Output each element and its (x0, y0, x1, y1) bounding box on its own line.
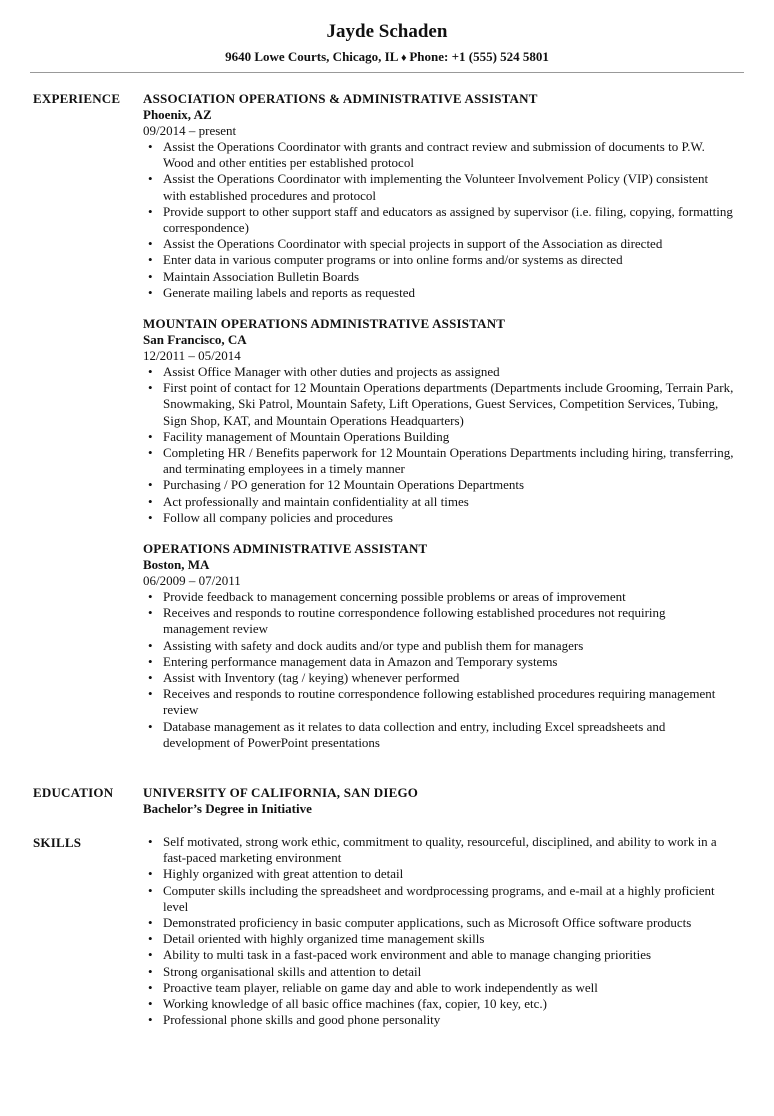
list-item: • Assist the Operations Coordinator with implementing the Volunteer Involvement Policy (VIP) consistent with established procedures and protocol (143, 171, 734, 203)
job-dates: 09/2014 – present (143, 123, 237, 138)
list-item: • Maintain Association Bulletin Boards (143, 269, 734, 285)
degree: Bachelor’s Degree in Initiative (143, 801, 312, 816)
list-item: • Ability to multi task in a fast-paced work environment and able to manage changing priorities (143, 947, 734, 963)
phone: Phone: +1 (555) 524 5801 (409, 49, 549, 64)
list-item: • Receives and responds to routine correspondence following established procedures requiring management review (143, 686, 734, 718)
skills-heading: SKILLS (33, 835, 82, 850)
address: 9640 Lowe Courts, Chicago, IL (225, 49, 398, 64)
resume-header (0, 0, 774, 66)
experience-body (143, 90, 734, 765)
education-heading: EDUCATION (33, 785, 114, 800)
job-entry (143, 540, 734, 751)
list-item: • Strong organisational skills and attention to detail (143, 964, 734, 980)
education-body (143, 784, 734, 817)
list-item: • Working knowledge of all basic office machines (fax, copier, 10 key, etc.) (143, 996, 734, 1012)
job-bullets (143, 139, 734, 301)
diamond-separator-icon: ♦ (400, 52, 410, 64)
list-item: • Purchasing / PO generation for 12 Mountain Operations Departments (143, 477, 734, 493)
job-title: ASSOCIATION OPERATIONS & ADMINISTRATIVE ASSISTANT (143, 91, 538, 106)
list-item: • Database management as it relates to data collection and entry, including Excel spreadsheets and development of PowerPoint presentations (143, 719, 734, 751)
job-location: Phoenix, AZ (143, 107, 212, 122)
list-item: • Receives and responds to routine correspondence following established procedures not requiring management review (143, 605, 734, 637)
skills-body (143, 834, 734, 1028)
job-bullets (143, 364, 734, 526)
job-title: OPERATIONS ADMINISTRATIVE ASSISTANT (143, 541, 428, 557)
list-item: • Follow all company policies and procedures (143, 510, 734, 526)
contact-line (0, 49, 774, 66)
list-item: • Detail oriented with highly organized time management skills (143, 931, 734, 947)
job-bullets (143, 589, 734, 751)
list-item: • Assist the Operations Coordinator with special projects in support of the Association as directed (143, 236, 734, 252)
job-dates: 12/2011 – 05/2014 (143, 348, 241, 364)
list-item: • Self motivated, strong work ethic, commitment to quality, resourceful, disciplined, and ability to work in a fast-paced marketing environment (143, 834, 734, 866)
job-title: MOUNTAIN OPERATIONS ADMINISTRATIVE ASSISTANT (143, 316, 506, 332)
header-divider (30, 72, 744, 73)
list-item: • Demonstrated proficiency in basic computer applications, such as Microsoft Office software products (143, 915, 734, 931)
list-item: • Act professionally and maintain confidentiality at all times (143, 494, 734, 510)
list-item: • Completing HR / Benefits paperwork for 12 Mountain Operations Departments including hiring, transferring, and terminating employees in a timely manner (143, 445, 734, 477)
list-item: • Proactive team player, reliable on game day and able to work independently as well (143, 980, 734, 996)
list-item: • Assist the Operations Coordinator with grants and contract review and submission of documents to P.W. Wood and other entities per established protocol (143, 139, 734, 171)
list-item: • Assisting with safety and dock audits and/or type and publish them for managers (143, 638, 734, 654)
job-entry (143, 90, 734, 301)
job-location: San Francisco, CA (143, 332, 247, 348)
skills-bullets (143, 834, 734, 1028)
list-item: • Highly organized with great attention to detail (143, 866, 734, 882)
list-item: • Facility management of Mountain Operations Building (143, 429, 734, 445)
list-item: • Computer skills including the spreadsheet and wordprocessing programs, and e-mail at a highly proficient level (143, 883, 734, 915)
job-entry (143, 315, 734, 526)
list-item: • Provide feedback to management concerning possible problems or areas of improvement (143, 589, 734, 605)
job-dates: 06/2009 – 07/2011 (143, 573, 241, 589)
job-location: Boston, MA (143, 557, 210, 573)
candidate-name: Jayde Schaden (326, 21, 448, 42)
list-item: • Generate mailing labels and reports as requested (143, 285, 734, 301)
experience-heading: EXPERIENCE (33, 91, 121, 106)
list-item: • Assist Office Manager with other duties and projects as assigned (143, 364, 734, 380)
list-item: • Provide support to other support staff and educators as assigned by supervisor (i.e. filing, copying, formatting correspondence) (143, 204, 734, 236)
list-item: • Enter data in various computer programs or into online forms and/or systems as directed (143, 252, 734, 268)
list-item: • Assist with Inventory (tag / keying) whenever performed (143, 670, 734, 686)
list-item: • First point of contact for 12 Mountain Operations departments (Departments include Grooming, Terrain Park, Snowmaking, Ski Patrol, Mountain Safety, Lift Operations, Guest Services, Competition Services, Tubing, Sign Shop, KAT, and Mountain Operations Headquarters) (143, 380, 734, 429)
school-name: UNIVERSITY OF CALIFORNIA, SAN DIEGO (143, 785, 419, 800)
list-item: • Professional phone skills and good phone personality (143, 1012, 734, 1028)
list-item: • Entering performance management data in Amazon and Temporary systems (143, 654, 734, 670)
